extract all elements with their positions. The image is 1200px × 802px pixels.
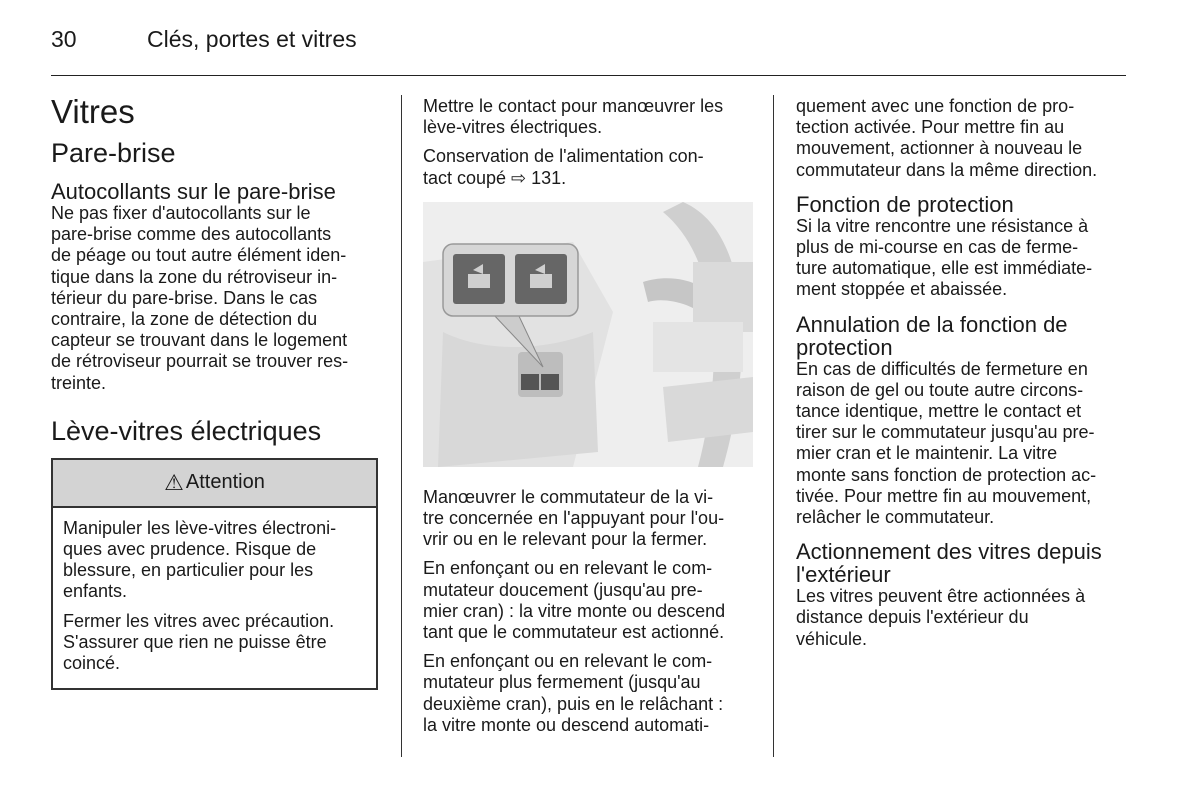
text-line: distance depuis l'extérieur du [796, 607, 1029, 628]
retained-power-paragraph [423, 146, 755, 188]
text-line: la vitre monte ou descend automati‐ [423, 714, 710, 735]
text-line: tivée. Pour mettre fin au mouvement, [796, 485, 1092, 506]
first-detent-paragraph [423, 558, 755, 643]
text-line: de péage ou tout autre élément iden‐ [51, 245, 347, 266]
text-line: lève-vitres électriques. [423, 117, 603, 138]
warning-title: Attention [185, 471, 265, 494]
text-line: deuxième cran), puis en le relâchant : [423, 693, 724, 714]
column-divider-2 [773, 95, 774, 757]
text-line: vrir ou en le relevant pour la fermer. [423, 529, 708, 550]
text-line: capteur se trouvant dans le logement [51, 330, 348, 351]
page-number: 30 [51, 26, 77, 52]
text-line: tant que le commutateur est actionné. [423, 622, 725, 643]
text-line: Fermer les vitres avec précaution. [63, 610, 335, 631]
text-line: relâcher le commutateur. [796, 507, 995, 528]
second-detent-paragraph [423, 651, 755, 736]
text-line: tique dans la zone du rétroviseur in‐ [51, 266, 338, 287]
warning-box [51, 458, 378, 690]
protection-paragraph [796, 216, 1128, 301]
text-line: coincé. [63, 653, 121, 674]
text-line: mutateur plus fermement (jusqu'au [423, 672, 701, 693]
text-line: Les vitres peuvent être actionnées à [796, 586, 1086, 607]
operate-switch-paragraph [423, 487, 755, 551]
text-line: enfants. [63, 581, 128, 602]
warning-paragraph-1 [63, 518, 364, 603]
heading-line: protection [796, 334, 893, 360]
outside-operation-paragraph [796, 586, 1128, 650]
text-line: véhicule. [796, 628, 868, 649]
illustration-svg [423, 202, 753, 467]
stickers-paragraph [51, 203, 381, 394]
window-switch-illustration [423, 202, 753, 467]
text-line: ques avec prudence. Risque de [63, 539, 317, 560]
text-line: treinte. [51, 372, 107, 393]
text-line: Conservation de l'alimentation con‐ [423, 146, 704, 167]
column-3 [796, 96, 1128, 658]
text-line: Mettre le contact pour manœuvrer les [423, 96, 724, 116]
text-line: monte sans fonction de protection ac‐ [796, 464, 1097, 485]
heading-line: Annulation de la fonction de [796, 311, 1068, 337]
chapter-title: Clés, portes et vitres [147, 26, 357, 52]
text-line: blessure, en particulier pour les [63, 560, 314, 581]
warning-body [53, 508, 376, 688]
heading-protection: Fonction de protection [796, 191, 1014, 217]
text-line: mutateur doucement (jusqu'au pre‐ [423, 579, 703, 600]
text-line: tirer sur le commutateur jusqu'au pre‐ [796, 422, 1095, 443]
text-line: En cas de difficultés de fermeture en [796, 358, 1088, 379]
text-line: mier cran) : la vitre monte ou descend [423, 600, 726, 621]
text-line: plus de mi-course en cas de ferme‐ [796, 237, 1079, 258]
heading-cancel-protection [796, 313, 1128, 359]
page-reference-link[interactable]: tact coupé ⇨ 131. [423, 167, 567, 188]
warning-header [53, 460, 376, 508]
text-line: Manœuvrer le commutateur de la vi‐ [423, 486, 714, 507]
text-line: quement avec une fonction de pro‐ [796, 96, 1075, 116]
auto-continue-paragraph [796, 96, 1128, 181]
cancel-protection-paragraph [796, 359, 1128, 529]
text-line: ment stoppée et abaissée. [796, 279, 1008, 300]
ignition-paragraph [423, 96, 755, 138]
text-line: commutateur dans la même direction. [796, 159, 1098, 180]
text-line: raison de gel ou toute autre circons‐ [796, 379, 1084, 400]
column-1 [51, 92, 381, 690]
text-line: mier cran et le maintenir. La vitre [796, 443, 1058, 464]
text-line: tance identique, mettre le contact et [796, 401, 1082, 422]
text-line: de rétroviseur pourrait se trouver res‐ [51, 351, 349, 372]
text-line: térieur du pare-brise. Dans le cas [51, 287, 318, 308]
column-2 [423, 96, 755, 744]
text-line: tection activée. Pour mettre fin au [796, 117, 1065, 138]
text-line: En enfonçant ou en relevant le com‐ [423, 651, 713, 672]
text-line: mouvement, actionner à nouveau le [796, 138, 1083, 159]
heading-line: Actionnement des vitres depuis [796, 539, 1102, 565]
heading-line: l'extérieur [796, 562, 891, 588]
text-line: Ne pas fixer d'autocollants sur le [51, 203, 311, 223]
header-divider [51, 75, 1126, 76]
text-line: ture automatique, elle est immédiate‐ [796, 258, 1093, 279]
heading-power-windows: Lève-vitres électriques [51, 415, 322, 446]
text-line: contraire, la zone de détection du [51, 309, 318, 330]
heading-stickers: Autocollants sur le pare-brise [51, 179, 336, 204]
warning-triangle-icon: ⚠ [164, 469, 184, 495]
page-header [51, 26, 1126, 56]
text-line: tre concernée en l'appuyant pour l'ou‐ [423, 508, 725, 529]
text-line: Manipuler les lève-vitres électroni‐ [63, 517, 337, 538]
text-line: En enfonçant ou en relevant le com‐ [423, 558, 713, 579]
warning-paragraph-2 [63, 611, 364, 675]
section-title: Vitres [51, 93, 135, 130]
text-line: Si la vitre rencontre une résistance à [796, 215, 1089, 236]
text-line: pare-brise comme des autocollants [51, 224, 332, 245]
heading-windscreen: Pare-brise [51, 138, 176, 168]
text-line: S'assurer que rien ne puisse être [63, 631, 327, 652]
column-divider-1 [401, 95, 402, 757]
heading-outside-operation [796, 540, 1128, 586]
